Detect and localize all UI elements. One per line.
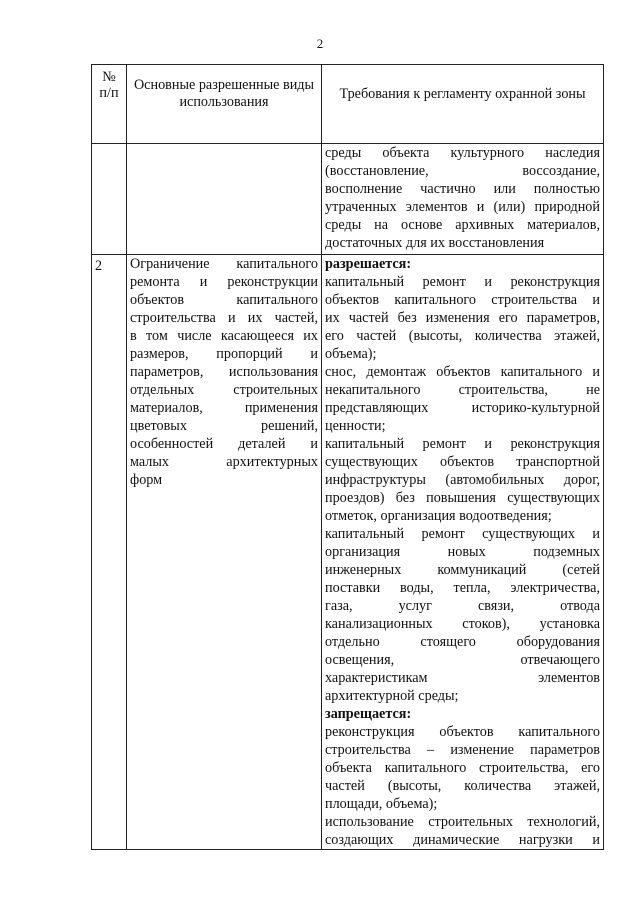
allowed-item-line: капитальный ремонт и реконструкция bbox=[325, 436, 600, 452]
allowed-heading: разрешается: bbox=[325, 256, 412, 272]
forbidden-item-line: площади, объема); bbox=[325, 796, 438, 812]
forbidden-item-line: частей (высоты, количества этажей, bbox=[325, 778, 600, 794]
header-number: № п/п bbox=[92, 65, 127, 144]
allowed-item-line: объема); bbox=[325, 346, 377, 362]
uses-line: размеров, пропорций и bbox=[130, 346, 318, 362]
cell-empty-number bbox=[92, 144, 127, 255]
uses-line: строительства и их частей, bbox=[130, 310, 318, 326]
uses-line: параметров, использования bbox=[130, 364, 318, 380]
cell-empty-uses bbox=[127, 144, 322, 255]
allowed-item-line: инженерных коммуникаций (сетей bbox=[325, 562, 600, 578]
continuation-line: утраченных элементов и (или) природной bbox=[325, 199, 600, 215]
continuation-line: восполнение частично или полностью bbox=[325, 181, 600, 197]
allowed-item-line: характеристикам элементов bbox=[325, 670, 600, 686]
allowed-item-line: существующих объектов транспортной bbox=[325, 454, 600, 470]
allowed-item-line: освещения, отвечающего bbox=[325, 652, 600, 668]
header-uses: Основные разрешенные виды использования bbox=[127, 65, 322, 144]
uses-line: в том числе касающееся их bbox=[130, 328, 318, 344]
table-header-row bbox=[92, 65, 604, 144]
allowed-item-line: отдельно стоящего оборудования bbox=[325, 634, 600, 650]
uses-line: цветовых решений, bbox=[130, 418, 318, 434]
continuation-line: среды на основе архивных материалов, bbox=[325, 217, 600, 233]
allowed-item-line: инфраструктуры (автомобильных дорог, bbox=[325, 472, 600, 488]
allowed-item-line: его частей (высоты, количества этажей, bbox=[325, 328, 600, 344]
allowed-item-line: объектов капитального строительства и bbox=[325, 292, 600, 308]
forbidden-item-line: строительства – изменение параметров bbox=[325, 742, 600, 758]
allowed-item-line: их частей без изменения его параметров, bbox=[325, 310, 600, 326]
allowed-item-line: проездов) без повышения существующих bbox=[325, 490, 600, 506]
uses-line: отдельных строительных bbox=[130, 382, 318, 398]
allowed-item-line: капитальный ремонт и реконструкция bbox=[325, 274, 600, 290]
table-row-2 bbox=[92, 255, 604, 850]
allowed-item-line: снос, демонтаж объектов капитального и bbox=[325, 364, 600, 380]
page-number: 2 bbox=[316, 36, 324, 51]
continuation-line: достаточных для их восстановления bbox=[325, 235, 545, 251]
cell-requirements-text bbox=[322, 255, 604, 850]
row-number: 2 bbox=[92, 255, 127, 850]
allowed-item-line: газа, услуг связи, отвода bbox=[325, 598, 600, 614]
header-requirements: Требования к регламенту охранной зоны bbox=[322, 65, 604, 144]
allowed-item-line: некапитального строительства, не bbox=[325, 382, 600, 398]
cell-continuation-text bbox=[322, 144, 604, 255]
table-row-continuation bbox=[92, 144, 604, 255]
uses-line: особенностей деталей и bbox=[130, 436, 318, 452]
forbidden-heading: запрещается: bbox=[325, 706, 412, 722]
allowed-item-line: капитальный ремонт существующих и bbox=[325, 526, 600, 542]
regulation-table bbox=[91, 64, 604, 850]
allowed-item-line: ценности; bbox=[325, 418, 386, 434]
allowed-item-line: архитектурной среды; bbox=[325, 688, 459, 704]
allowed-item-line: канализационных стоков), установка bbox=[325, 616, 600, 632]
continuation-line: (восстановление, воссоздание, bbox=[325, 163, 600, 179]
forbidden-item-line: создающих динамические нагрузки и bbox=[325, 832, 600, 848]
uses-line: Ограничение капитального bbox=[130, 256, 318, 272]
uses-line: материалов, применения bbox=[130, 400, 318, 416]
uses-line: ремонта и реконструкции bbox=[130, 274, 318, 290]
forbidden-item-line: использование строительных технологий, bbox=[325, 814, 600, 830]
cell-uses-text bbox=[127, 255, 322, 850]
uses-line: форм bbox=[130, 472, 163, 488]
uses-line: объектов капитального bbox=[130, 292, 318, 308]
forbidden-item-line: объекта капитального строительства, его bbox=[325, 760, 600, 776]
forbidden-item-line: реконструкция объектов капитального bbox=[325, 724, 600, 740]
continuation-line: среды объекта культурного наследия bbox=[325, 145, 600, 161]
allowed-item-line: отметок, организация водоотведения; bbox=[325, 508, 552, 524]
uses-line: малых архитектурных bbox=[130, 454, 318, 470]
allowed-item-line: поставки воды, тепла, электричества, bbox=[325, 580, 600, 596]
allowed-item-line: представляющих историко-культурной bbox=[325, 400, 600, 416]
allowed-item-line: организация новых подземных bbox=[325, 544, 600, 560]
